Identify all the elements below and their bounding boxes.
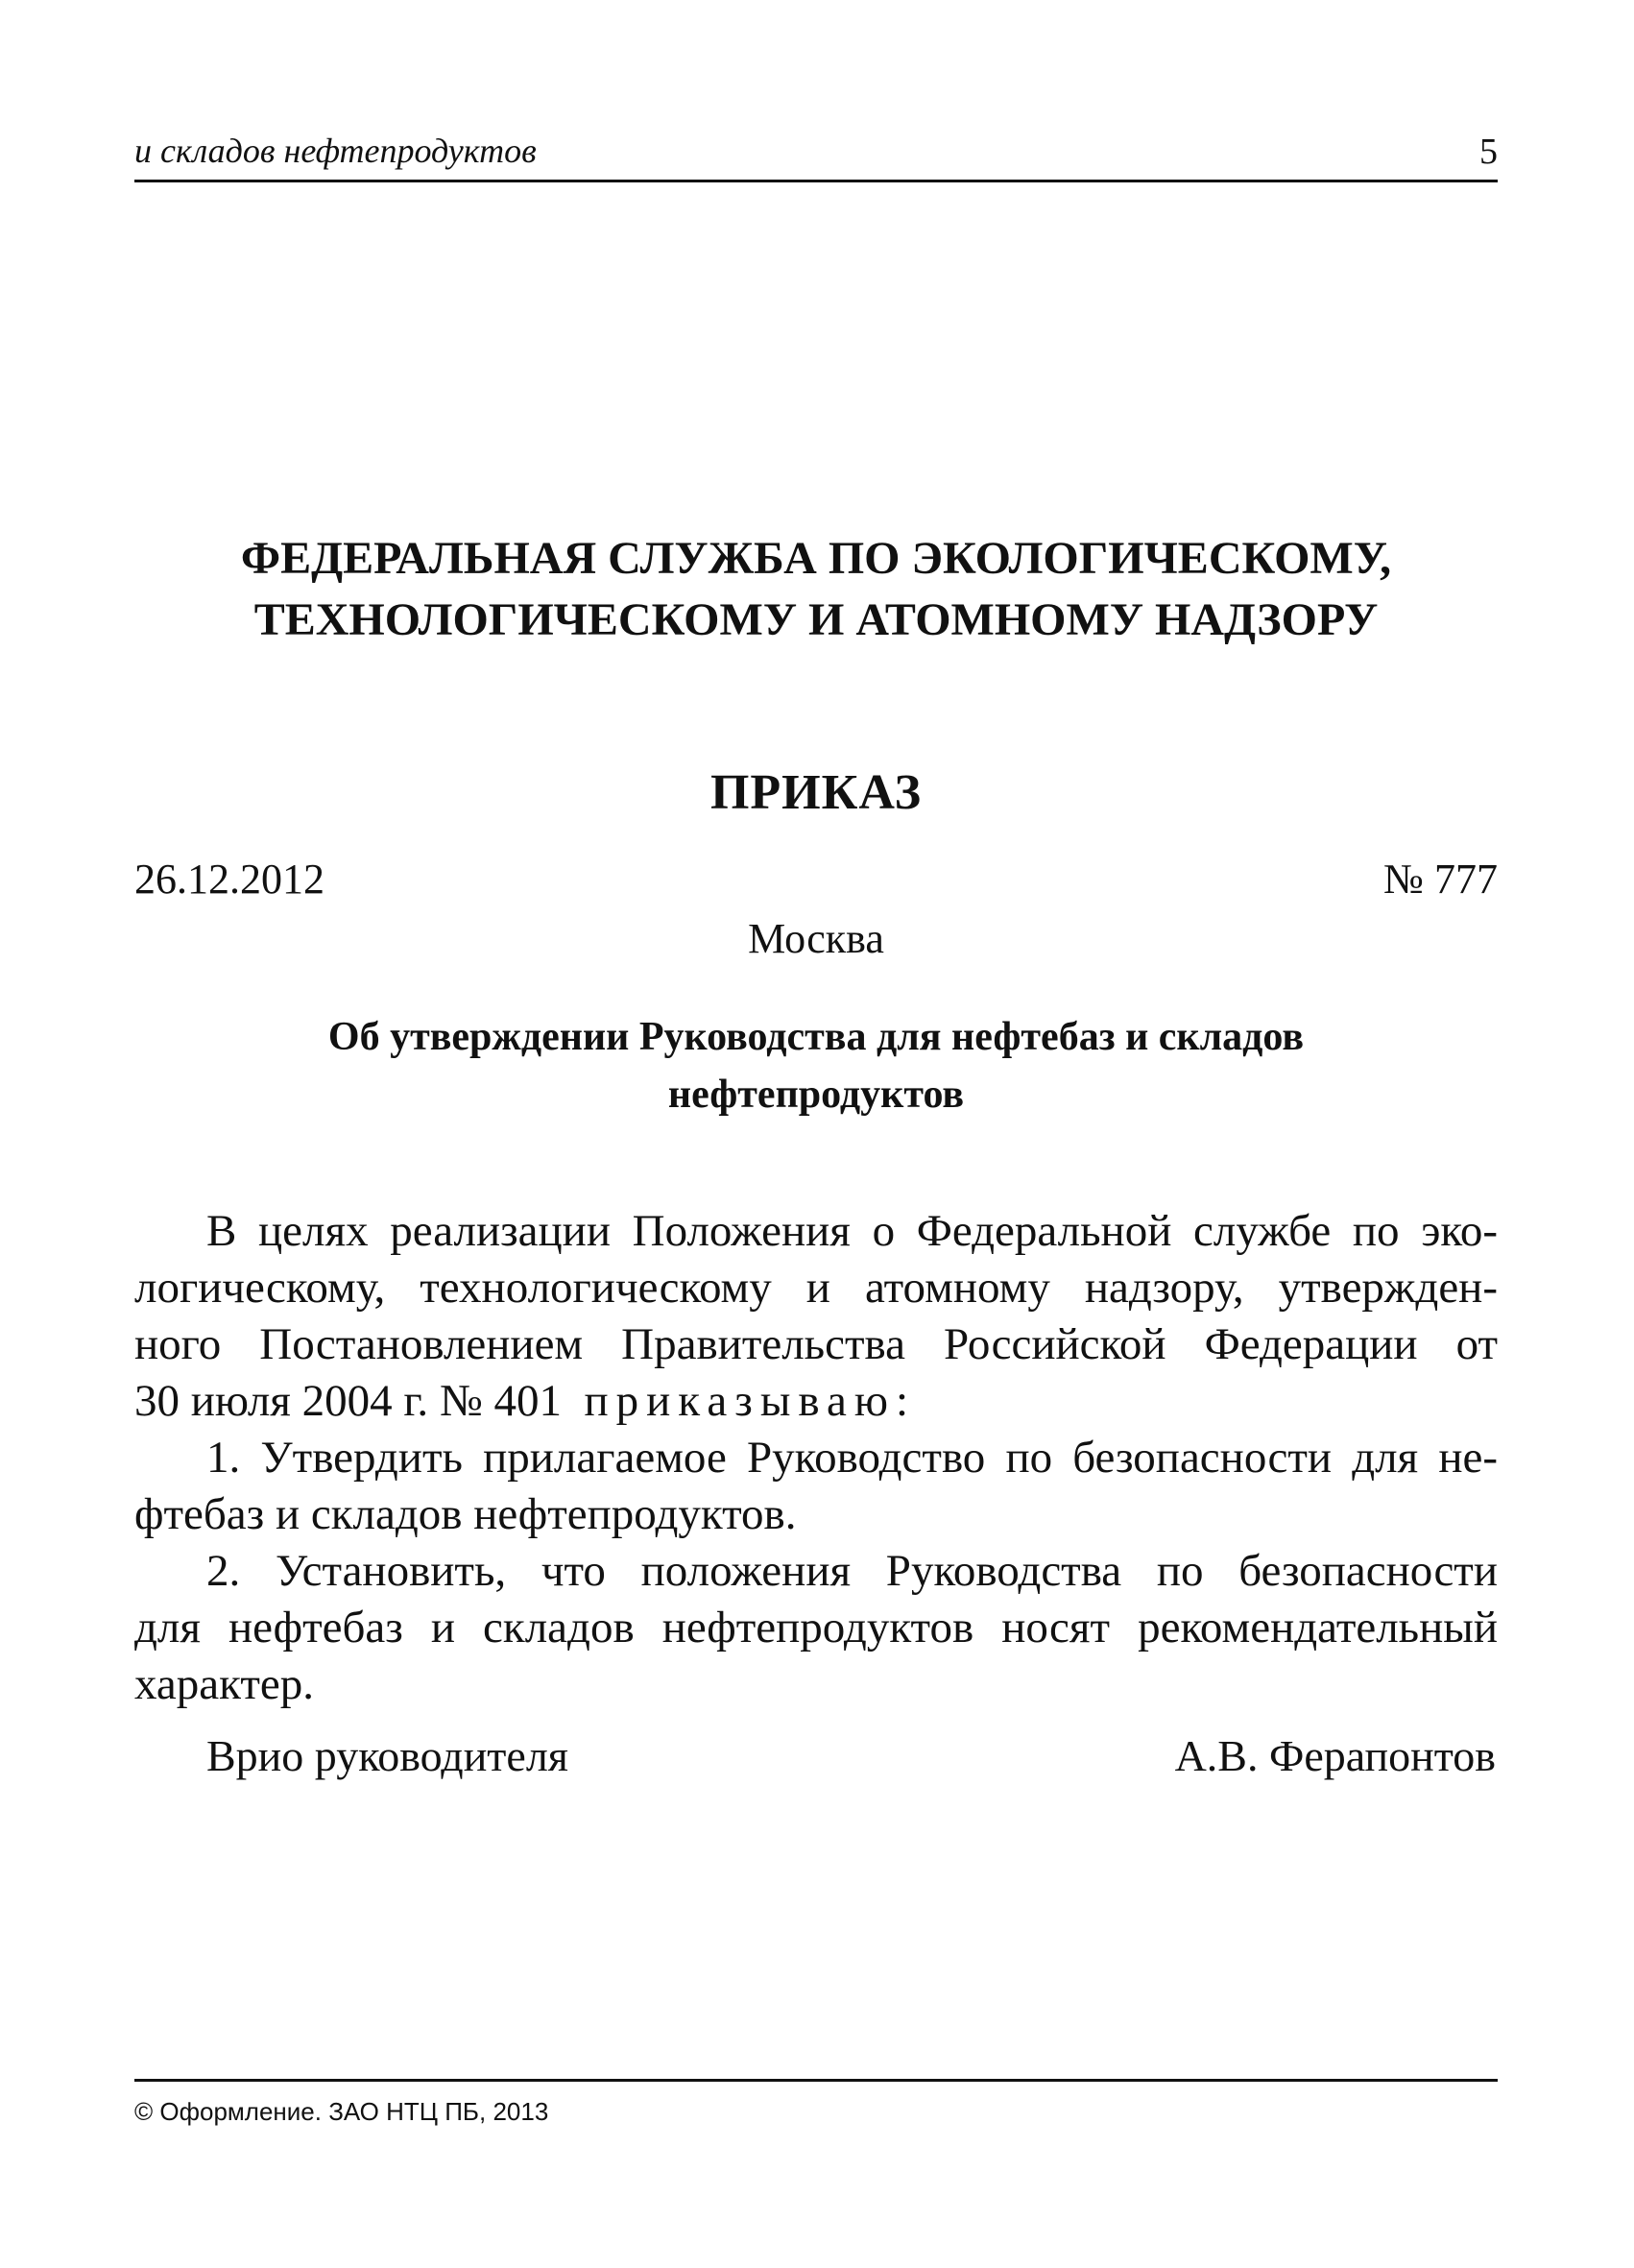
header-rule xyxy=(134,180,1498,182)
document-type: ПРИКАЗ xyxy=(709,765,923,820)
order-subject xyxy=(134,1008,1498,1123)
order-city: Москва xyxy=(748,915,884,962)
subject-line: нефтепродуктов xyxy=(667,1073,965,1117)
body-line: логическому, технологическому и атомному надзору, утвержден- xyxy=(134,1263,1498,1313)
agency-title-line: ТЕХНОЛОГИЧЕСКОМУ И АТОМНОМУ НАДЗОРУ xyxy=(253,594,1379,645)
footer-rule xyxy=(134,2079,1498,2082)
subject-line: Об утверждении Руководства для нефтебаз и складов xyxy=(327,1015,1305,1059)
running-header xyxy=(134,127,1498,182)
signatory-name: А.В. Ферапонтов xyxy=(1174,1731,1496,1780)
order-date: 26.12.2012 xyxy=(134,856,324,903)
agency-title xyxy=(134,528,1498,651)
body-line: для нефтебаз и складов нефтепродуктов носят рекомендательный xyxy=(134,1603,1498,1653)
body-line: фтебаз и складов нефтепродуктов. xyxy=(134,1489,797,1539)
order-number: № 777 xyxy=(1383,856,1498,903)
body-line: 2. Установить, что положения Руководства по безопасности xyxy=(206,1546,1498,1596)
page-number: 5 xyxy=(1479,132,1498,172)
body-line: 1. Утвердить прилагаемое Руководство по безопасности для не- xyxy=(206,1433,1498,1483)
body-line xyxy=(134,1373,1498,1430)
copyright-footer: © Оформление. ЗАО НТЦ ПБ, 2013 xyxy=(134,2097,549,2126)
command-word: приказываю: xyxy=(584,1376,917,1426)
order-body xyxy=(134,1203,1498,1713)
agency-title-line: ФЕДЕРАЛЬНАЯ СЛУЖБА ПО ЭКОЛОГИЧЕСКОМУ, xyxy=(240,533,1392,584)
body-line: ного Постановлением Правительства Российской Федерации от xyxy=(134,1319,1498,1369)
body-line: характер. xyxy=(134,1659,314,1709)
decree-reference: 30 июля 2004 г. № 401 xyxy=(134,1376,562,1426)
signature-block xyxy=(134,1730,1498,1788)
signatory-title: Врио руководителя xyxy=(206,1731,568,1780)
body-line: В целях реализации Положения о Федеральной службе по эко- xyxy=(206,1206,1498,1256)
running-title: и складов нефтепродуктов xyxy=(134,132,537,170)
